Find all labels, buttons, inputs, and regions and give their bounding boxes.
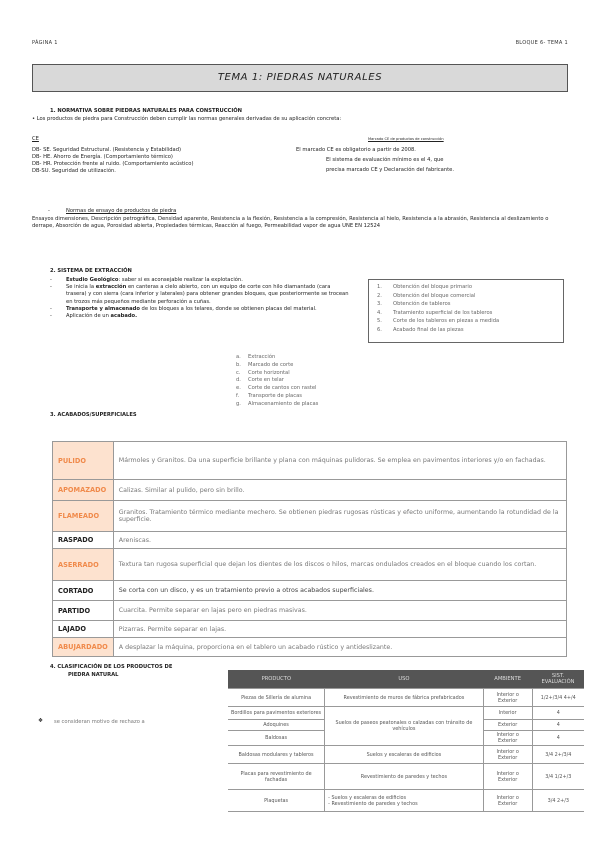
ce-item: DB- HE. Ahorro de Energía. (Comportamiento térmico) (32, 154, 173, 160)
bullet-bold: Estudio Geológico (66, 277, 119, 283)
cell: Bordillos para pavimentos exteriores (228, 707, 325, 720)
ce-item: DB- SE. Seguridad Estructural. (Resistencia y Estabilidad) (32, 147, 182, 153)
cell: 4 (532, 707, 584, 720)
bullet-item: - Se inicia la extracción en canteras a cielo abierto, con un equipo de corte con hilo diamantado (cara trasera) y con sierra (cara inferior y laterales) para obtener grandes bloques, que posteriormente se trocean en trozos más pequeños mediante perforación a cuñas. (50, 284, 349, 305)
sub-item: d. Corte en telar (236, 377, 284, 384)
finish-name: ASERRADO (53, 549, 114, 581)
step-item: 3. Obtención de tableros (377, 301, 451, 308)
table-row (228, 790, 584, 812)
cell: Exterior (483, 720, 532, 731)
cell: Suelos y escaleras de edificios (325, 746, 484, 764)
finish-desc: Pizarras. Permite separar en lajas. (113, 621, 566, 638)
sub-item: c. Corte horizontal (236, 369, 290, 376)
column-header: PRODUCTO (228, 670, 325, 689)
cell: Interior (483, 707, 532, 720)
extraction-bullets (50, 277, 350, 320)
section-3-heading: 3. ACABADOS/SUPERFICIALES (50, 412, 137, 418)
header-right: BLOQUE 6- TEMA 1 (515, 40, 568, 46)
cell: Suelos de paseos peatonales o calzadas con tránsito de vehículos (325, 707, 484, 746)
page-title: TEMA 1: PIEDRAS NATURALES (32, 64, 568, 92)
bullet-text: en canteras a cielo abierto, con un equipo de corte con hilo diamantado (cara trasera) y con sierra (cara inferior y laterales) para obtener grandes bloques, que posteriormente se trocean en trozos más pequeños mediante perforación a cuñas. (66, 284, 349, 305)
ce-item: DB- HR. Protección frente al ruido. (Comportamiento acústico) (32, 161, 194, 167)
table-row (53, 549, 567, 581)
ce-item: DB-SU. Seguridad de utilización. (32, 168, 116, 174)
table-row (53, 638, 567, 657)
sub-item: e. Corte de cantos con rastel (236, 385, 317, 392)
cell: 4 (532, 731, 584, 746)
sub-item: b. Marcado de corte (236, 361, 294, 368)
finish-desc: Mármoles y Granitos. Da una superficie brillante y plana con máquinas pulidoras. Se emplea en pavimentos interiores y/o en fachadas. (113, 442, 566, 480)
table-row (53, 601, 567, 621)
cell: Placas para revestimiento de fachadas (228, 764, 325, 790)
table-row (228, 746, 584, 764)
table-row (53, 581, 567, 601)
table-row (53, 621, 567, 638)
finish-name: CORTADO (53, 581, 114, 601)
extraction-steps-box (368, 279, 564, 343)
marcado-line-2: El sistema de evaluación mínimo es el 4, que (326, 157, 444, 163)
bullet-text: : saber si es aconsejable realizar la explotación. (118, 277, 243, 283)
finishes-table (52, 441, 567, 657)
table-header-row (228, 670, 584, 689)
finish-name: FLAMEADO (53, 501, 114, 532)
marcado-line-3: precisa marcado CE y Declaración del fabricante. (326, 167, 455, 173)
extraction-sublist (236, 354, 318, 409)
step-item: 1. Obtención del bloque primario (377, 284, 473, 290)
diamond-bullet-icon: ❖ (38, 718, 44, 724)
finish-desc: Calizas. Similar al pulido, pero sin brillo. (113, 480, 566, 501)
bullet-text: Se inicia la (66, 284, 96, 291)
cell: Interior o Exterior (483, 731, 532, 746)
bullet-bold: Transporte y almacenado (66, 305, 140, 312)
finish-desc: Se corta con un disco, y es un tratamiento previo a otros acabados superficiales. (113, 581, 566, 601)
finish-name: APOMAZADO (53, 480, 114, 501)
header-left: PÁGINA 1 (32, 40, 58, 46)
sub-item: g. Almacenamiento de placas (236, 400, 319, 407)
bullet-item: - Aplicación de un acabado. (50, 313, 138, 320)
bullet-item: - Estudio Geológico: saber si es aconsejable realizar la explotación. (50, 277, 243, 283)
finish-desc: Granitos. Tratamiento térmico mediante mechero. Se obtienen piedras rugosas rústicas y efecto uniforme, aumentando la rotundidad de la superficie. (113, 501, 566, 532)
ensayo-bullet: - (48, 208, 50, 214)
cell (325, 790, 484, 812)
finish-desc: Areniscas. (113, 532, 566, 549)
finish-name: PULIDO (53, 442, 114, 480)
table-row (228, 689, 584, 707)
column-header: AMBIENTE (483, 670, 532, 689)
table-row (53, 532, 567, 549)
step-item: 5. Corte de los tableros en piezas a medida (377, 318, 500, 325)
cell-line: - Suelos y escaleras de edificios (328, 794, 407, 801)
finish-desc: A desplazar la máquina, proporciona en el tablero un acabado rústico y antideslizante. (113, 638, 566, 657)
step-item: 2. Obtención del bloque comercial (377, 292, 476, 299)
table-row (228, 707, 584, 720)
step-item: 6. Acabado final de las piezas (377, 326, 464, 333)
cell: Interior o Exterior (483, 764, 532, 790)
ce-list (32, 147, 193, 175)
cell: Adoquines (228, 720, 325, 731)
cell: 3/4 1/2+/3 (532, 764, 584, 790)
section-4-heading-2: PIEDRA NATURAL (68, 672, 119, 678)
bullet-text: de los bloques a los telares, donde se obtienen placas del material. (139, 305, 317, 312)
bullet-text: Aplicación de un (66, 313, 111, 320)
section-1-intro: • Los productos de piedra para Construcción deben cumplir las normas generales derivadas de su aplicación concreta: (32, 116, 342, 122)
cell: 3/4 2+/3/4 (532, 746, 584, 764)
cell: Interior o Exterior (483, 689, 532, 707)
section-4-heading: 4. CLASIFICACIÓN DE LOS PRODUCTOS DE (50, 664, 173, 670)
ensayo-text: Ensayos dimensiones, Descripción petrográfica, Densidad aparente, Resistencia a la flexión, Resistencia a la compresión, Resistencia al hielo, Resistencia a la abrasión, Resistencia al deslizamiento o derrape, Absorción de agua, Porosidad abierta, Propiedades térmicas, Reacción al fuego, Permeabilidad vapor de agua UNE EN 12524 (32, 216, 549, 230)
cell: 1/2+/3/4 4+/4 (532, 689, 584, 707)
cell: Piezas de Sillería de alumina (228, 689, 325, 707)
finish-name: RASPADO (53, 532, 114, 549)
cell: Baldosas modulares y tableros (228, 746, 325, 764)
step-item: 4. Tratamiento superficial de los tableros (377, 309, 493, 316)
classification-table (228, 670, 584, 812)
ce-label: CE (32, 136, 39, 142)
bullet-bold: acabado. (110, 313, 138, 320)
section-1-heading: 1. NORMATIVA SOBRE PIEDRAS NATURALES PARA CONSTRUCCIÓN (50, 108, 243, 114)
table-row (53, 442, 567, 480)
cell: Revestimiento de paredes y techos (325, 764, 484, 790)
cell: Baldosas (228, 731, 325, 746)
side-note: se consideran motivo de rechazo a (54, 719, 145, 725)
finish-name: ABUJARDADO (53, 638, 114, 657)
cell: Interior o Exterior (483, 790, 532, 812)
bullet-bold: extracción (95, 284, 127, 291)
column-header: USO (325, 670, 484, 689)
cell-line: - Revestimiento de paredes y techos (328, 800, 418, 807)
bullet-item: - Transporte y almacenado de los bloques a los telares, donde se obtienen placas del material. (50, 305, 317, 312)
cell: 4 (532, 720, 584, 731)
finish-desc: Cuarcita. Permite separar en lajas pero en piedras masivas. (113, 601, 566, 621)
section-2-heading: 2. SISTEMA DE EXTRACCIÓN (50, 268, 132, 274)
finish-name: PARTIDO (53, 601, 114, 621)
sub-item: f. Transporte de placas (236, 392, 302, 399)
finish-desc: Textura tan rugosa superficial que dejan los dientes de los discos o hilos, marcas ondulados creados en el bloque cuando los cortan. (113, 549, 566, 581)
cell: Interior o Exterior (483, 746, 532, 764)
marcado-label: Marcado CE de productos de construcción (368, 137, 444, 141)
marcado-line-1: El marcado CE es obligatorio a partir de 2008. (296, 147, 416, 153)
table-row (228, 764, 584, 790)
cell: 3/4 2+/3 (532, 790, 584, 812)
sub-item: a. Extracción (236, 354, 276, 360)
finish-name: LAJADO (53, 621, 114, 638)
cell: Revestimiento de muros de fábrica prefabricados (325, 689, 484, 707)
table-row (53, 501, 567, 532)
cell: Plaquetas (228, 790, 325, 812)
column-header: SIST. EVALUACIÓN (532, 670, 584, 689)
ensayo-label: Normas de ensayo de productos de piedra (66, 208, 177, 214)
table-row (53, 480, 567, 501)
